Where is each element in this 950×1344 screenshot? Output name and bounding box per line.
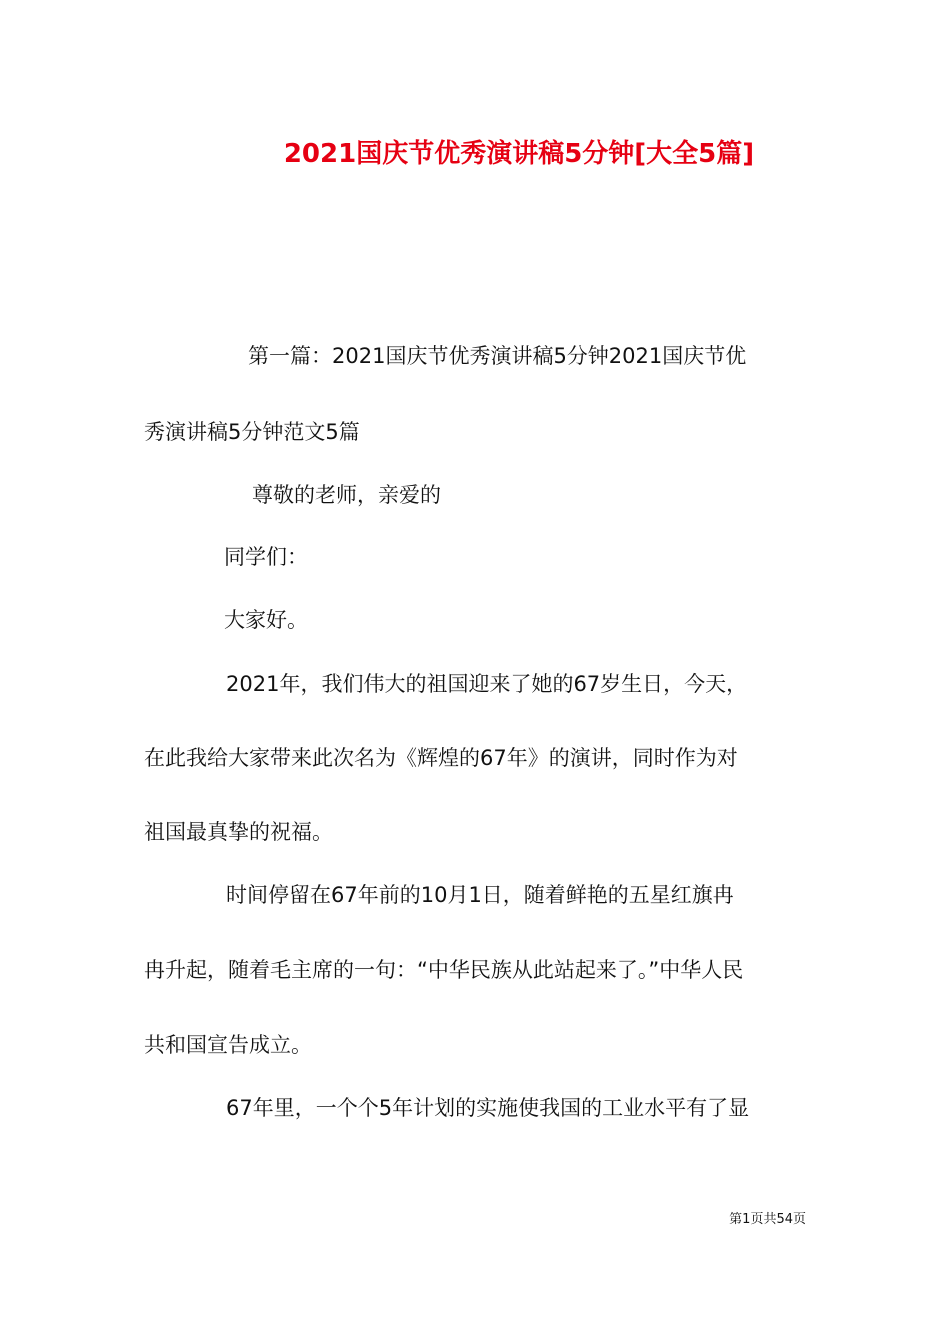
paragraph-line: 67年里，一个个5年计划的实施使我国的工业水平有了显 (226, 1096, 750, 1120)
paragraph-line: 同学们： (224, 545, 308, 569)
paragraph-line: 大家好。 (224, 608, 308, 632)
paragraph-line: 2021年，我们伟大的祖国迎来了她的67岁生日，今天， (226, 672, 748, 696)
paragraph-line: 共和国宣告成立。 (144, 1033, 312, 1057)
page-number-footer: 第1页共54页 (729, 1212, 806, 1227)
document-title: 2021国庆节优秀演讲稿5分钟[大全5篇] (283, 139, 755, 169)
paragraph-line: 第一篇：2021国庆节优秀演讲稿5分钟2021国庆节优 (248, 344, 747, 368)
paragraph-line: 祖国最真挚的祝福。 (144, 820, 333, 844)
paragraph-line: 时间停留在67年前的10月1日，随着鲜艳的五星红旗冉 (226, 883, 734, 907)
paragraph-line: 在此我给大家带来此次名为《辉煌的67年》的演讲，同时作为对 (144, 746, 738, 770)
paragraph-line: 冉升起，随着毛主席的一句：“中华民族从此站起来了。”中华人民 (144, 958, 744, 982)
paragraph-line: 尊敬的老师，亲爱的 (252, 483, 441, 507)
paragraph-line: 秀演讲稿5分钟范文5篇 (144, 420, 360, 444)
